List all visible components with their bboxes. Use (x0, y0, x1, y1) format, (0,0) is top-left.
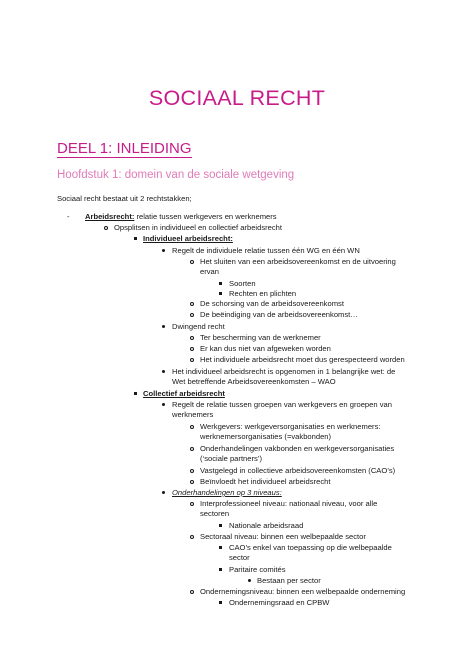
list-item: Het individueel arbeidsrecht is opgenomen in 1 belangrijke wet: de (172, 367, 396, 376)
list-item-continuation: sector (229, 553, 250, 562)
square-bullet (219, 524, 222, 527)
list-item: Onderhandelingen op 3 niveaus: (172, 488, 282, 497)
circle-bullet (190, 358, 194, 362)
list-item: Opsplitsen in individueel en collectief arbeidsrecht (114, 223, 283, 232)
circle-bullet (190, 502, 194, 506)
list-item-continuation: (‘sociale partners’) (200, 454, 263, 463)
circle-bullet (190, 425, 194, 429)
list-item: Beïnvloedt het individueel arbeidsrecht (200, 477, 331, 486)
intro-text: Sociaal recht bestaat uit 2 rechtstakken; (57, 194, 192, 203)
list-item: Sectoraal niveau: binnen een welbepaalde sector (200, 532, 366, 541)
list-item-continuation: werknemersorganisaties (=vakbonden) (200, 432, 332, 441)
document-title: SOCIAAL RECHT (148, 86, 326, 110)
part-heading-underline (57, 157, 192, 158)
list-item: Ondernemingsniveau: binnen een welbepaalde onderneming (200, 587, 406, 596)
list-item-continuation: sectoren (200, 509, 230, 518)
list-item: Regelt de individuele relatie tussen één WG en één WN (172, 246, 360, 255)
square-bullet (219, 546, 222, 549)
list-item: Werkgevers: werkgeversorganisaties en werknemers: (200, 422, 381, 431)
circle-bullet (104, 226, 108, 230)
list-item: Ondernemingsraad en CPBW (229, 598, 330, 607)
dot-bullet (162, 249, 165, 252)
square-bullet (134, 237, 137, 240)
list-item-continuation: ervan (200, 267, 219, 276)
list-item-continuation: werknemers (172, 410, 214, 419)
circle-bullet (190, 480, 194, 484)
list-item-rest: relatie tussen werkgevers en werknemers (134, 212, 277, 221)
list-item: Soorten (229, 279, 256, 288)
circle-bullet (190, 590, 194, 594)
part-heading: DEEL 1: INLEIDING (57, 140, 192, 157)
list-item: Onderhandelingen vakbonden en werkgeversorganisaties (200, 444, 395, 453)
list-item: Individueel arbeidsrecht: (143, 234, 233, 243)
list-item: Er kan dus niet van afgeweken worden (200, 344, 331, 353)
dot-bullet (162, 370, 165, 373)
list-item: Dwingend recht (172, 322, 225, 331)
dash-bullet: - (67, 212, 70, 221)
circle-bullet (190, 302, 194, 306)
list-item: Bestaan per sector (257, 576, 321, 585)
list-item: Regelt de relatie tussen groepen van werkgevers en groepen van (172, 400, 392, 409)
list-item-continuation: Wet betreffende Arbeidsovereenkomsten – WAO (172, 377, 336, 386)
circle-bullet (190, 313, 194, 317)
circle-bullet (190, 260, 194, 264)
square-bullet (219, 292, 222, 295)
square-bullet (219, 282, 222, 285)
list-item: Vastgelegd in collectieve arbeidsovereenkomsten (CAO’s) (200, 466, 396, 475)
circle-bullet (190, 347, 194, 351)
list-item: De schorsing van de arbeidsovereenkomst (200, 299, 344, 308)
list-item: De beëindiging van de arbeidsovereenkomst… (200, 310, 358, 319)
list-item: Rechten en plichten (229, 289, 297, 298)
circle-bullet (190, 469, 194, 473)
dot-bullet (162, 325, 165, 328)
list-item: Ter bescherming van de werknemer (200, 333, 321, 342)
list-item (85, 212, 277, 222)
square-bullet (219, 601, 222, 604)
list-item: Collectief arbeidsrecht (143, 389, 225, 398)
list-item: CAO’s enkel van toepassing op die welbepaalde (229, 543, 392, 552)
circle-bullet (190, 336, 194, 340)
circle-bullet (190, 535, 194, 539)
dot-bullet (162, 491, 165, 494)
square-bullet (219, 568, 222, 571)
dot-bullet (162, 403, 165, 406)
square-bullet (134, 392, 137, 395)
circle-bullet (190, 447, 194, 451)
list-item: Paritaire comités (229, 565, 286, 574)
list-item: Het individuele arbeidsrecht moet dus gerespecteerd worden (200, 355, 405, 364)
list-item-bold: Arbeidsrecht: (85, 212, 135, 221)
list-item: Nationale arbeidsraad (229, 521, 304, 530)
chapter-heading: Hoofdstuk 1: domein van de sociale wetgeving (57, 169, 295, 181)
list-item: Interprofessioneel niveau: nationaal niveau, voor alle (200, 499, 378, 508)
list-item: Het sluiten van een arbeidsovereenkomst en de uitvoering (200, 257, 396, 266)
dot-bullet (248, 579, 251, 582)
